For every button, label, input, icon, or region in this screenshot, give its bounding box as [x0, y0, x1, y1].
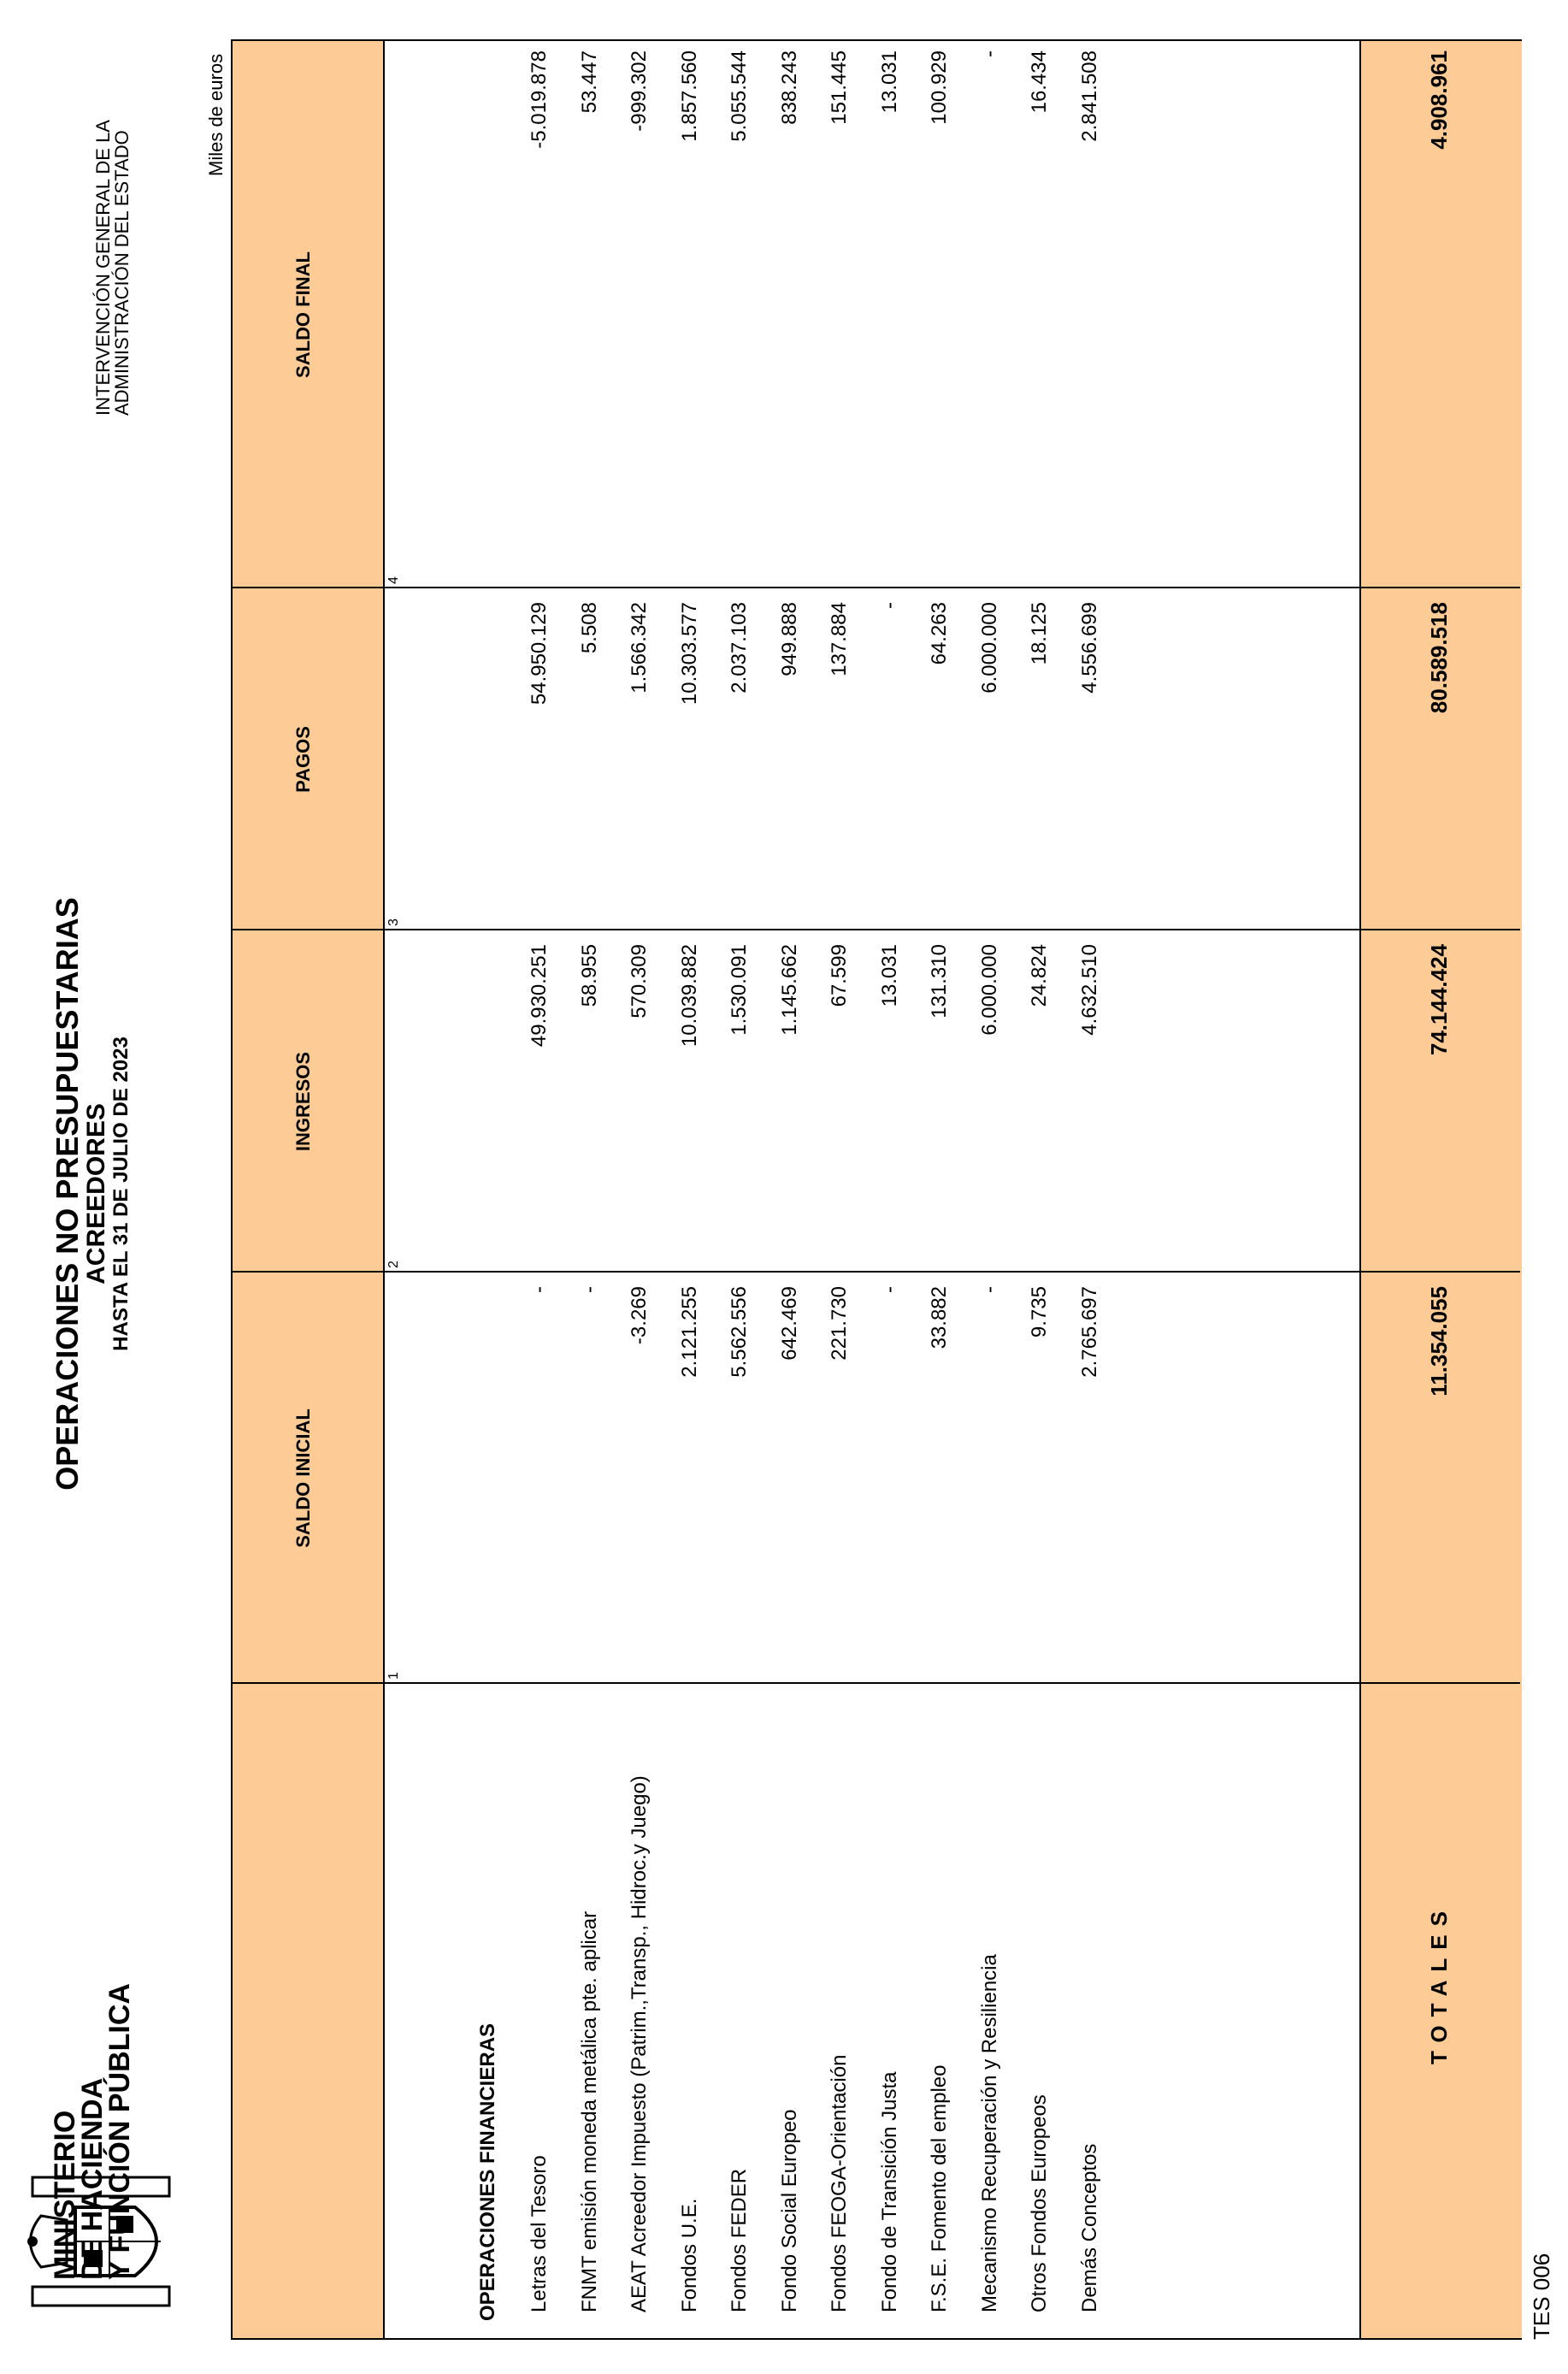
table-cell: 100.929	[928, 50, 951, 125]
organization-name	[94, 120, 132, 416]
column-number: 4	[386, 576, 401, 584]
table-cell: -999.302	[628, 50, 651, 132]
table-cell: 2.765.697	[1077, 1286, 1101, 1378]
page-title: OPERACIONES NO PRESUPUESTARIAS	[50, 897, 85, 1491]
table-cell: 13.031	[877, 944, 901, 1007]
table-cell: 49.930.251	[528, 944, 551, 1048]
table-cell: 2.841.508	[1077, 50, 1101, 142]
column-divider	[233, 929, 1520, 930]
column-header-saldo-inicial: SALDO INICIAL	[292, 1408, 314, 1548]
units-label: Miles de euros	[205, 53, 227, 176]
table-cell: 949.888	[777, 602, 801, 676]
column-header-pagos: PAGOS	[292, 726, 314, 793]
header-cell	[233, 588, 383, 930]
column-divider	[233, 587, 1520, 588]
column-number: 1	[386, 1672, 401, 1680]
header-cell	[233, 930, 383, 1273]
ministry-line: Y FUNCIÓN PÚBLICA	[103, 1983, 136, 2280]
table-cell: -	[877, 602, 901, 609]
total-saldo-inicial: 11.354.055	[1426, 1286, 1452, 1397]
total-pagos: 80.589.518	[1426, 602, 1452, 714]
table-cell: 4.556.699	[1077, 602, 1101, 694]
document-code: TES 006	[1529, 2253, 1554, 2340]
ministry-line: MINISTERIO	[49, 2110, 81, 2280]
row-label: Fondos U.E.	[677, 2198, 701, 2312]
table-cell: 58.955	[577, 944, 601, 1007]
section-heading: OPERACIONES FINANCIERAS	[476, 2023, 499, 2321]
page-subtitle: ACREEDORES	[82, 1103, 110, 1284]
table-cell: 5.508	[577, 602, 601, 654]
table-cell: -	[528, 1286, 551, 1293]
table-cell: 838.243	[777, 50, 801, 125]
table-cell: 2.037.103	[728, 602, 751, 694]
table-cell: 2.121.255	[677, 1286, 701, 1378]
table-cell: 6.000.000	[977, 602, 1001, 694]
row-label: F.S.E. Fomento del empleo	[928, 2064, 951, 2312]
column-header-saldo-final: SALDO FINAL	[292, 251, 314, 378]
table-cell: 10.303.577	[677, 602, 701, 706]
header-cell	[233, 41, 383, 588]
org-line: INTERVENCIÓN GENERAL DE LA	[92, 120, 114, 416]
table-cell: 151.445	[828, 50, 851, 125]
total-saldo-final: 4.908.961	[1426, 50, 1452, 150]
table-cell: 5.055.544	[728, 50, 751, 142]
row-label: Fondo de Transición Justa	[877, 2071, 901, 2312]
table-cell: -3.269	[628, 1286, 651, 1345]
table-cell: 4.632.510	[1077, 944, 1101, 1036]
table-cell: 6.000.000	[977, 944, 1001, 1036]
row-label: Fondos FEOGA-Orientación	[828, 2054, 851, 2312]
table-cell: -5.019.878	[528, 50, 551, 149]
title-block	[51, 698, 133, 1690]
table-cell: 10.039.882	[677, 944, 701, 1048]
row-label: Fondo Social Europeo	[777, 2109, 801, 2312]
table-cell: 16.434	[1028, 50, 1051, 114]
table-cell: 64.263	[928, 602, 951, 665]
table-cell: 1.857.560	[677, 50, 701, 142]
row-label: Fondos FEDER	[728, 2168, 751, 2312]
table-cell: 131.310	[928, 944, 951, 1019]
row-label: Demás Conceptos	[1077, 2143, 1101, 2312]
table-cell: 53.447	[577, 50, 601, 114]
table-cell: 570.309	[628, 944, 651, 1019]
column-number: 2	[386, 1261, 401, 1268]
table-cell: -	[977, 50, 1001, 57]
row-label: Mecanismo Recuperación y Resiliencia	[977, 1954, 1001, 2312]
table-cell: 1.145.662	[777, 944, 801, 1036]
table-cell: 13.031	[877, 50, 901, 114]
table-cell: 9.735	[1028, 1286, 1051, 1338]
row-label: FNMT emisión moneda metálica pte. aplicar	[577, 1910, 601, 2312]
table-cell: 33.882	[928, 1286, 951, 1349]
column-number: 3	[386, 918, 401, 926]
table-cell: 24.824	[1028, 944, 1051, 1007]
table-cell: 642.469	[777, 1286, 801, 1361]
table-cell: 1.530.091	[728, 944, 751, 1036]
row-label: Letras del Tesoro	[528, 2155, 551, 2312]
row-label: Otros Fondos Europeos	[1028, 2094, 1051, 2312]
table-cell: 54.950.129	[528, 602, 551, 706]
table-cell: 5.562.556	[728, 1286, 751, 1378]
totals-divider	[1359, 41, 1361, 2338]
table-cell: 1.566.342	[628, 602, 651, 694]
row-label: AEAT Acreedor Impuesto (Patrim.,Transp., Hidroc.y Juego)	[628, 1775, 651, 2312]
table-cell: -	[577, 1286, 601, 1293]
column-header-ingresos: INGRESOS	[292, 1051, 314, 1152]
totals-label: TOTALES	[1426, 1903, 1452, 2064]
ministry-line: DE HACIENDA	[76, 2077, 109, 2280]
header-cell-blank	[233, 1684, 383, 2338]
table-cell: 18.125	[1028, 602, 1051, 665]
column-divider	[233, 1682, 1520, 1684]
table-cell: -	[877, 1286, 901, 1293]
ministry-name	[49, 1983, 136, 2280]
column-divider	[233, 1271, 1520, 1273]
data-table	[231, 39, 1522, 2340]
header-divider	[383, 41, 385, 2338]
table-cell: -	[977, 1286, 1001, 1293]
total-ingresos: 74.144.424	[1426, 944, 1452, 1056]
header-cell	[233, 1273, 383, 1684]
org-line: ADMINISTRACIÓN DEL ESTADO	[111, 130, 133, 416]
table-cell: 67.599	[828, 944, 851, 1007]
table-cell: 221.730	[828, 1286, 851, 1361]
table-cell: 137.884	[828, 602, 851, 676]
report-date: HASTA EL 31 DE JULIO DE 2023	[109, 1036, 133, 1351]
